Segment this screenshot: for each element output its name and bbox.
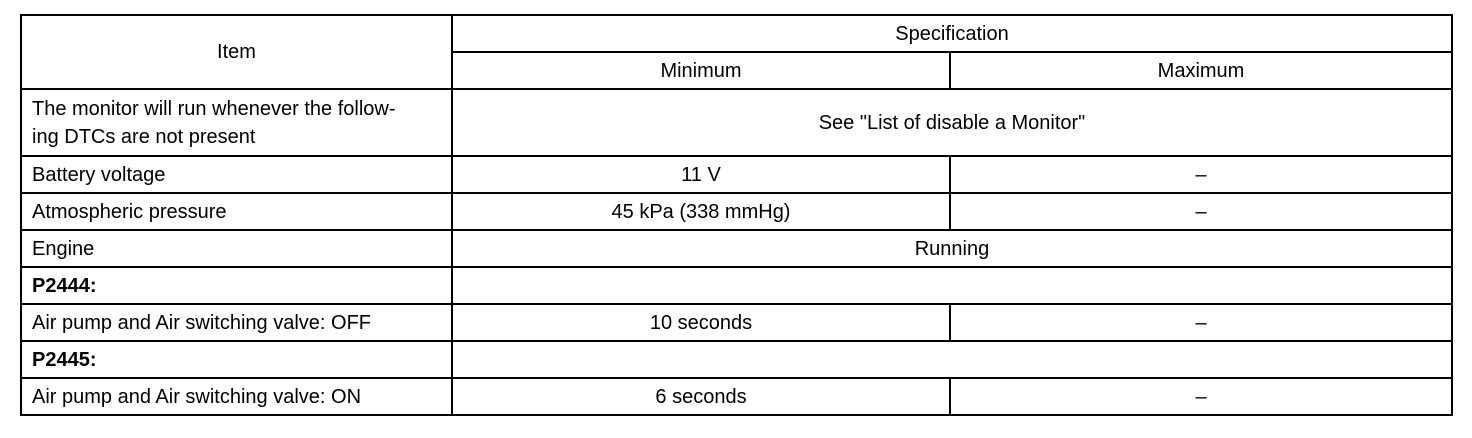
row-merged-spec: Running — [452, 230, 1452, 267]
table-row — [21, 230, 1452, 267]
header-specification: Specification — [452, 15, 1452, 52]
table-row — [21, 267, 1452, 304]
table-row — [21, 378, 1452, 415]
row-merged-spec — [452, 341, 1452, 378]
row-minimum: 10 seconds — [452, 304, 950, 341]
row-dtc-code: P2444: — [21, 267, 452, 304]
table-row — [21, 341, 1452, 378]
row-minimum: 45 kPa (338 mmHg) — [452, 193, 950, 230]
table-row — [21, 304, 1452, 341]
row-item-line: ing DTCs are not present — [32, 125, 256, 148]
row-item: Air pump and Air switching valve: OFF — [21, 304, 452, 341]
header-item: Item — [21, 15, 452, 89]
row-maximum: – — [950, 193, 1452, 230]
row-item-line: The monitor will run whenever the follow- — [32, 97, 396, 120]
table-row — [21, 89, 1452, 156]
row-maximum: – — [950, 304, 1452, 341]
header-maximum: Maximum — [950, 52, 1452, 89]
row-item-cell — [21, 89, 452, 156]
row-item: Engine — [21, 230, 452, 267]
header-minimum: Minimum — [452, 52, 950, 89]
specification-table — [20, 14, 1453, 416]
table-row — [21, 156, 1452, 193]
row-maximum: – — [950, 378, 1452, 415]
row-item: Battery voltage — [21, 156, 452, 193]
row-maximum: – — [950, 156, 1452, 193]
row-item: Atmospheric pressure — [21, 193, 452, 230]
row-minimum: 11 V — [452, 156, 950, 193]
row-minimum: 6 seconds — [452, 378, 950, 415]
row-dtc-code: P2445: — [21, 341, 452, 378]
row-merged-spec: See "List of disable a Monitor" — [452, 89, 1452, 156]
row-merged-spec — [452, 267, 1452, 304]
row-item: Air pump and Air switching valve: ON — [21, 378, 452, 415]
header-row — [21, 15, 1452, 52]
table-row — [21, 193, 1452, 230]
